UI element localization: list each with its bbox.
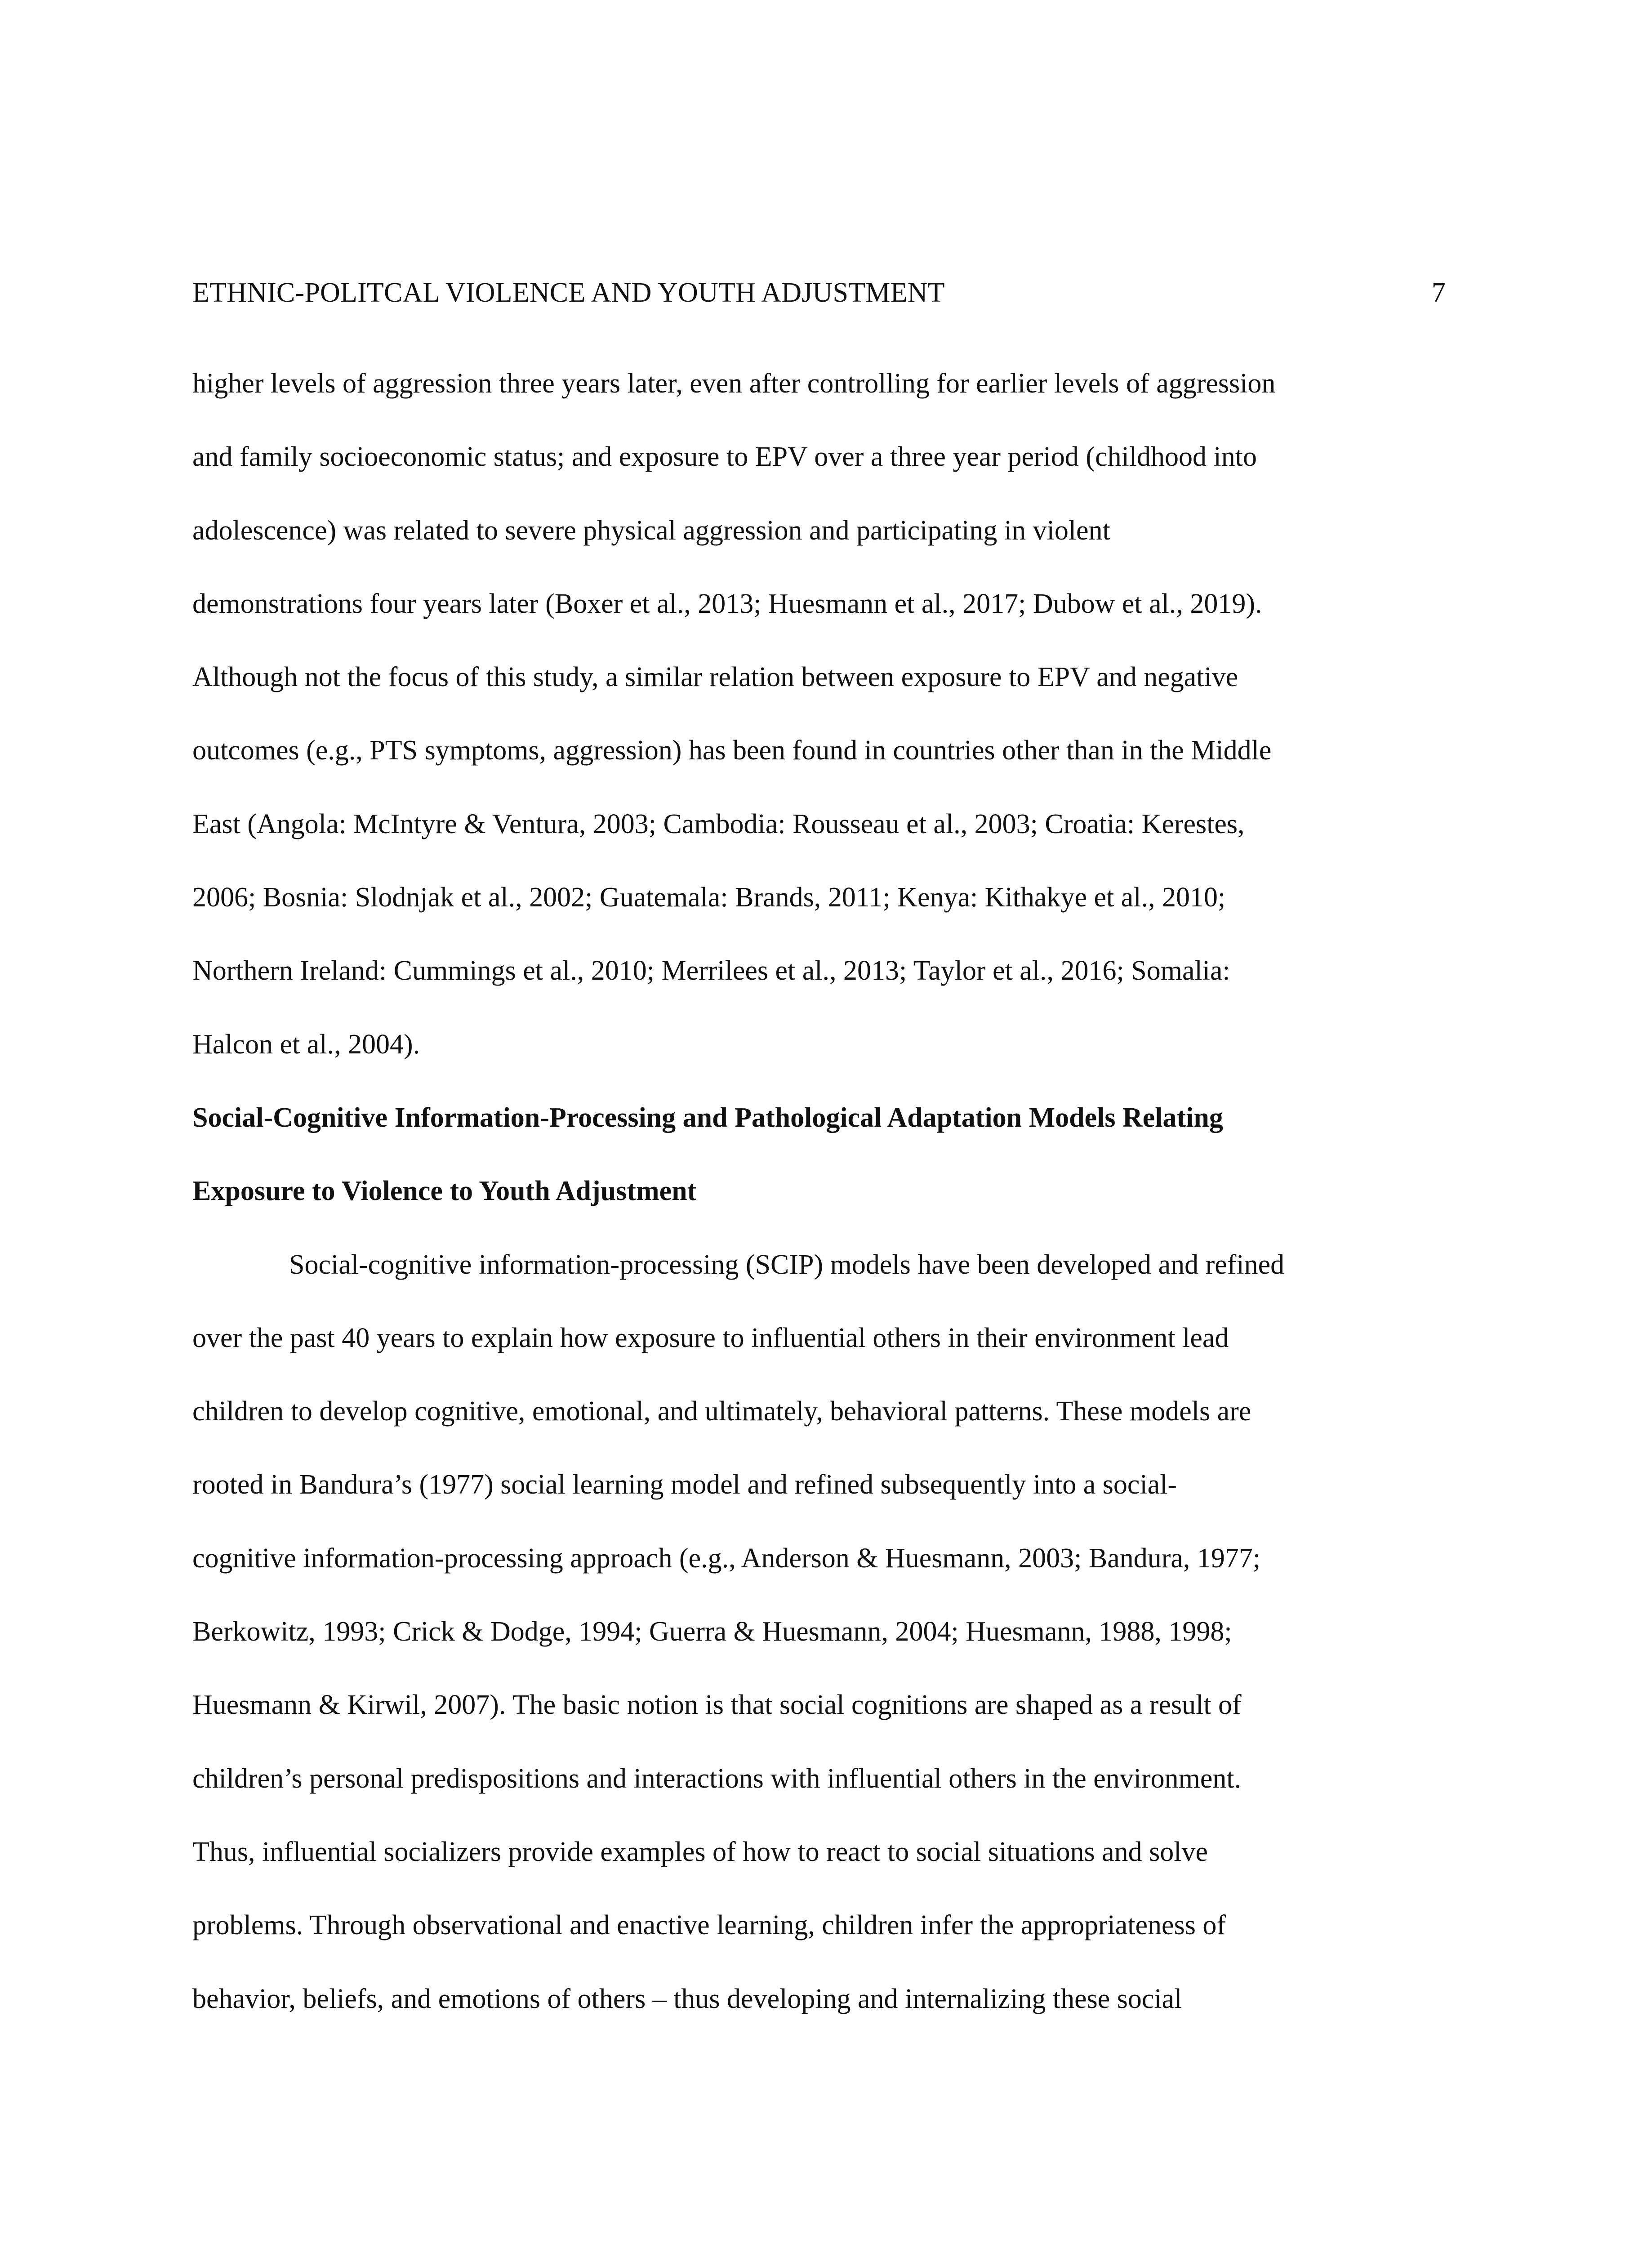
text-line: and family socioeconomic status; and exposure to EPV over a three year period (childhood into <box>192 442 1257 473</box>
text-line: higher levels of aggression three years later, even after controlling for earlier levels of aggression <box>192 368 1276 399</box>
text-line: outcomes (e.g., PTS symptoms, aggression) has been found in countries other than in the Middle <box>192 735 1272 766</box>
running-head-title: ETHNIC-POLITCAL VIOLENCE AND YOUTH ADJUSTMENT <box>192 277 945 308</box>
section-heading-line: Exposure to Violence to Youth Adjustment <box>192 1176 697 1207</box>
text-line: over the past 40 years to explain how exposure to influential others in their environment lead <box>192 1322 1229 1353</box>
text-line: rooted in Bandura’s (1977) social learning model and refined subsequently into a social- <box>192 1469 1177 1500</box>
body-text <box>192 365 1451 2054</box>
text-line: Halcon et al., 2004). <box>192 1029 420 1060</box>
page-number: 7 <box>1431 277 1446 308</box>
text-line: problems. Through observational and enactive learning, children infer the appropriateness of <box>192 1910 1226 1941</box>
text-line: children to develop cognitive, emotional, and ultimately, behavioral patterns. These models are <box>192 1396 1251 1427</box>
text-line: East (Angola: McIntyre & Ventura, 2003; Cambodia: Rousseau et al., 2003; Croatia: Kerestes, <box>192 808 1245 839</box>
text-line: cognitive information-processing approach (e.g., Anderson & Huesmann, 2003; Bandura, 1977; <box>192 1543 1261 1574</box>
text-line: demonstrations four years later (Boxer et al., 2013; Huesmann et al., 2017; Dubow et al., 2019). <box>192 588 1262 619</box>
text-line: behavior, beliefs, and emotions of others – thus developing and internalizing these social <box>192 1983 1182 2014</box>
text-line: Berkowitz, 1993; Crick & Dodge, 1994; Guerra & Huesmann, 2004; Huesmann, 1988, 1998; <box>192 1616 1232 1647</box>
text-line: Although not the focus of this study, a similar relation between exposure to EPV and negative <box>192 662 1238 693</box>
text-line: 2006; Bosnia: Slodnjak et al., 2002; Guatemala: Brands, 2011; Kenya: Kithakye et al., 2010; <box>192 882 1226 913</box>
text-line: Thus, influential socializers provide examples of how to react to social situations and solve <box>192 1836 1208 1867</box>
text-line: Huesmann & Kirwil, 2007). The basic notion is that social cognitions are shaped as a result of <box>192 1690 1242 1721</box>
text-line: adolescence) was related to severe physical aggression and participating in violent <box>192 515 1110 546</box>
text-line: children’s personal predispositions and interactions with influential others in the environment. <box>192 1763 1242 1794</box>
text-line: Northern Ireland: Cummings et al., 2010; Merrilees et al., 2013; Taylor et al., 2016; Somalia: <box>192 955 1230 986</box>
running-head <box>192 274 1446 311</box>
section-heading-line: Social-Cognitive Information-Processing and Pathological Adaptation Models Relating <box>192 1102 1223 1133</box>
paragraph-first-line: Social-cognitive information-processing (SCIP) models have been developed and refined <box>289 1249 1285 1280</box>
